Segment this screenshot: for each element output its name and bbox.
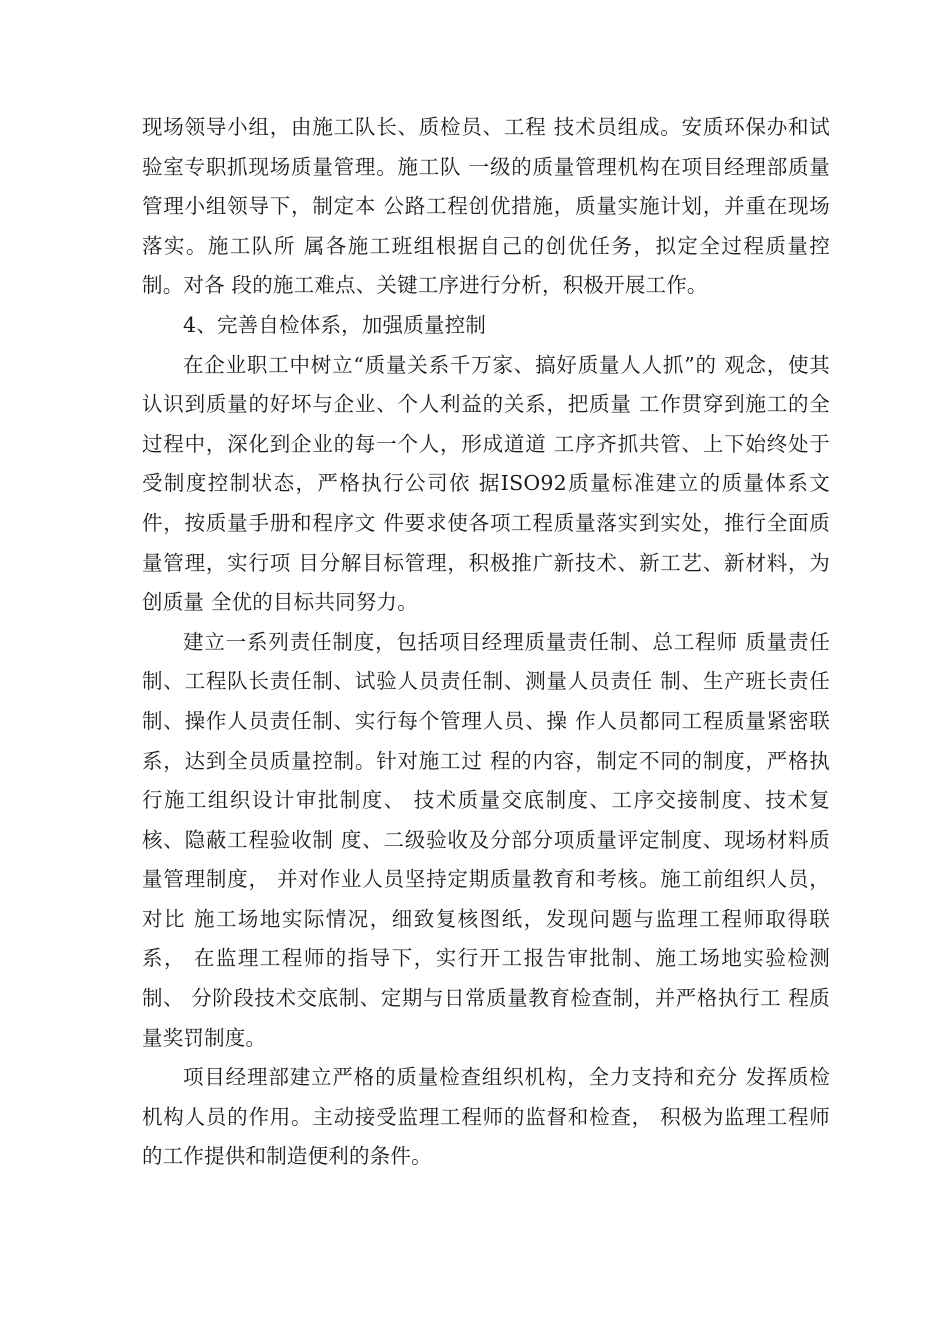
document-body bbox=[142, 108, 830, 1177]
section-heading-self-inspection: 4、完善自检体系，加强质量控制 bbox=[183, 312, 487, 337]
paragraph-quality-awareness: 在企业职工中树立“质量关系千万家、搞好质量人人抓”的 观念，使其认识到质量的好坏与企业、个人利益的关系，把质量 工作贯穿到施工的全过程中，深化到企业的每一个人，形成道道 工序齐抓共管、上下始终处于受制度控制状态，严格执行公司依 据ISO92质量标准建立的质量体系文件，按质量手册和程序文 件要求使各项工程质量落实到实处，推行全面质量管理，实行项 目分解目标管理，积极推广新技术、新工艺、新材料，为创质量 全优的目标共同努力。 bbox=[142, 352, 830, 615]
paragraph-inspection-organization: 项目经理部建立严格的质量检查组织机构，全力支持和充分 发挥质检机构人员的作用。主动接受监理工程师的监督和检查， 积极为监理工程师的工作提供和制造便利的条件。 bbox=[142, 1065, 830, 1169]
paragraph-quality-organization: 现场领导小组，由施工队长、质检员、工程 技术员组成。安质环保办和试验室专职抓现场质量管理。施工队 一级的质量管理机构在项目经理部质量管理小组领导下，制定本 公路工程创优措施，质量实施计划，并重在现场落实。施工队所 属各施工班组根据自己的创优任务，拟定全过程质量控制。对各 段的施工难点、关键工序进行分析，积极开展工作。 bbox=[142, 115, 830, 298]
paragraph-responsibility-system: 建立一系列责任制度，包括项目经理质量责任制、总工程师 质量责任制、工程队长责任制、试验人员责任制、测量人员责任 制、生产班长责任制、操作人员责任制、实行每个管理人员、操 作人员都同工程质量紧密联系，达到全员质量控制。针对施工过 程的内容，制定不同的制度，严格执行施工组织设计审批制度、 技术质量交底制度、工序交接制度、技术复核、隐蔽工程验收制 度、二级验收及分部分项质量评定制度、现场材料质量管理制度， 并对作业人员坚持定期质量教育和考核。施工前组织人员，对比 施工场地实际情况，细致复核图纸，发现问题与监理工程师取得联系， 在监理工程师的指导下，实行开工报告审批制、施工场地实验检测制、 分阶段技术交底制、定期与日常质量教育检查制，并严格执行工 程质量奖罚制度。 bbox=[142, 629, 830, 1050]
